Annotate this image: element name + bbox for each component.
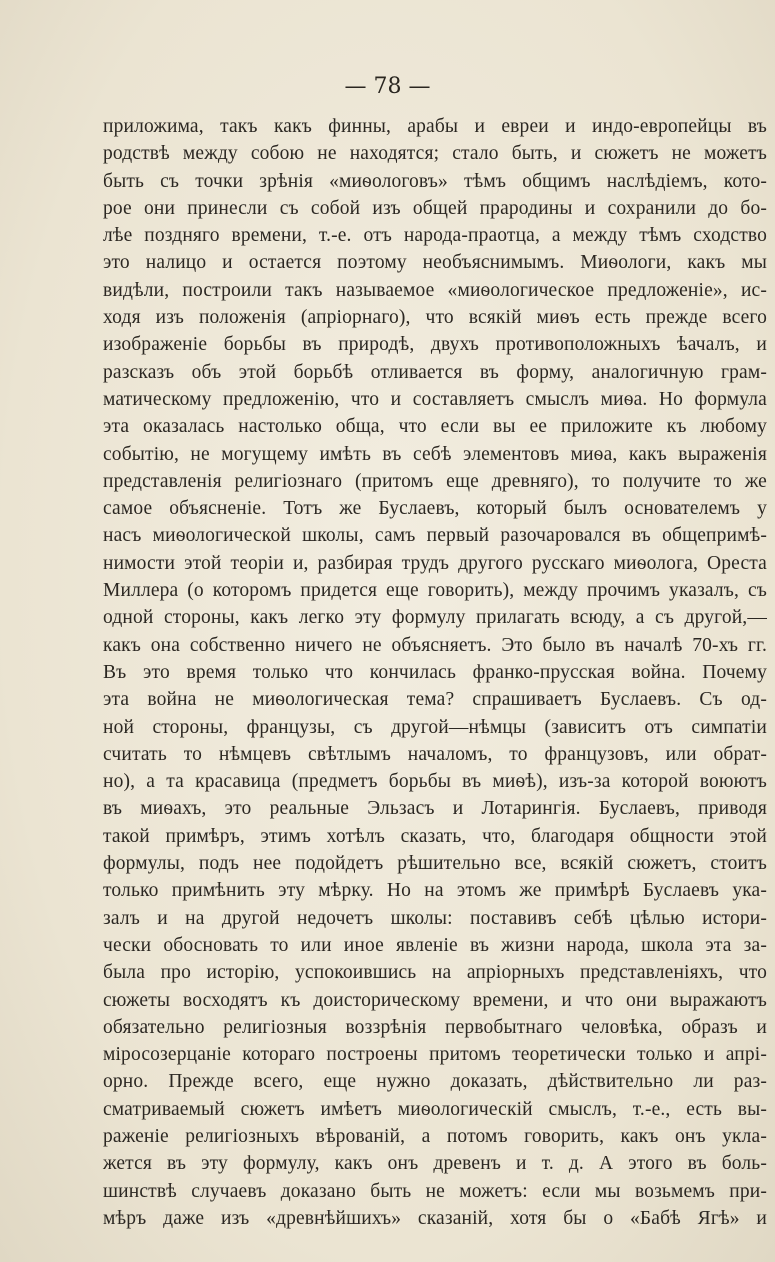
text-line: Миллера (о которомъ придется еще говорить), между прочимъ указалъ, съ	[103, 580, 767, 602]
text-line: мѣръ даже изъ «древнѣйшихъ» сказаній, хотя бы о «Бабѣ Ягѣ» и	[103, 1207, 767, 1229]
text-line: такой примѣръ, этимъ хотѣлъ сказать, что, благодаря общности этой	[103, 825, 767, 847]
text-line: сматриваемый сюжетъ имѣетъ миѳологическій смыслъ, т.-е., есть вы-	[103, 1098, 767, 1120]
text-line: разсказъ объ этой борьбѣ отливается въ форму, аналогичную грам-	[103, 361, 767, 383]
text-line: лѣе поздняго времени, т.-е. отъ народа-праотца, а между тѣмъ сходство	[103, 225, 767, 247]
text-line: представленія религіознаго (притомъ еще древняго), то получите то же	[103, 470, 767, 492]
text-line: ходя изъ положенія (апріорнаго), что всякій миѳъ есть прежде всего	[103, 307, 767, 329]
text-line: ной стороны, французы, съ другой—нѣмцы (зависитъ отъ симпатіи	[103, 716, 767, 738]
text-line: приложима, такъ какъ финны, арабы и евреи и индо-европейцы въ	[103, 116, 767, 137]
text-line: какъ она собственно ничего не объясняетъ. Это было въ началѣ 70-хъ гг.	[103, 634, 767, 656]
text-line: жется въ эту формулу, какъ онъ древенъ и т. д. А этого въ боль-	[103, 1153, 767, 1175]
text-line: только примѣнить эту мѣрку. Но на этомъ же примѣрѣ Буслаевъ ука-	[103, 880, 767, 902]
text-line: считать то нѣмцевъ свѣтлымъ началомъ, то французовъ, или обрат-	[103, 743, 767, 765]
text-line: сюжеты восходятъ къ доисторическому времени, и что они выражаютъ	[103, 989, 767, 1011]
text-line: это налицо и остается поэтому необъяснимымъ. Миѳологи, какъ мы	[103, 252, 767, 274]
text-line: формулы, подъ нее подойдетъ рѣшительно все, всякій сюжетъ, стоитъ	[103, 853, 767, 875]
text-line: обязательно религіозныя воззрѣнія первобытнаго человѣка, образъ и	[103, 1016, 767, 1038]
text-line: міросозерцаніе котораго построены притомъ теоретически только и апрі-	[103, 1044, 767, 1066]
text-line: но), а та красавица (предметъ борьбы въ миѳѣ), изъ-за которой воюютъ	[103, 771, 767, 793]
text-line: матическому предложенію, что и составляетъ смыслъ миѳа. Но формула	[103, 388, 767, 410]
text-line: изображеніе борьбы въ природѣ, двухъ противоположныхъ ѣачалъ, и	[103, 334, 767, 356]
text-line: въ миѳахъ, это реальные Эльзасъ и Лотарингія. Буслаевъ, приводя	[103, 798, 767, 820]
text-line: насъ миѳологической школы, самъ первый разочаровался въ общепримѣ-	[103, 525, 767, 547]
text-line: чески обосновать то или иное явленіе въ жизни народа, школа эта за-	[103, 934, 767, 956]
text-line: залъ и на другой недочетъ школы: поставивъ себѣ цѣлью истори-	[103, 907, 767, 929]
text-line: Въ это время только что кончилась франко-прусская война. Почему	[103, 661, 767, 683]
text-line: нимости этой теоріи и, разбирая трудъ другого русскаго миѳолога, Ореста	[103, 552, 767, 574]
text-line: одной стороны, какъ легко эту формулу прилагать всюду, а съ другой,—	[103, 607, 767, 629]
page-number: — 78 —	[344, 74, 431, 99]
text-line: раженіе религіозныхъ вѣрованій, а потомъ говорить, какъ онъ укла-	[103, 1125, 767, 1147]
body-text	[103, 113, 767, 1232]
text-line: была про исторію, успокоившись на апріорныхъ представленіяхъ, что	[103, 962, 767, 984]
text-line: шинствѣ случаевъ доказано быть не можетъ: если мы возьмемъ при-	[103, 1180, 767, 1202]
text-line: самое объясненіе. Тотъ же Буслаевъ, который былъ основателемъ у	[103, 498, 767, 520]
text-line: видѣли, построили такъ называемое «миѳологическое предложеніе», ис-	[103, 279, 767, 301]
text-line: быть съ точки зрѣнія «миѳологовъ» тѣмъ общимъ наслѣдіемъ, кото-	[103, 170, 767, 192]
text-line: рое они принесли съ собой изъ общей прародины и сохранили до бо-	[103, 197, 767, 219]
text-line: орно. Прежде всего, еще нужно доказать, дѣйствительно ли раз-	[103, 1071, 767, 1093]
text-line: событію, не могущему имѣть въ себѣ элементовъ миѳа, какъ выраженія	[103, 443, 767, 465]
text-line: эта оказалась настолько обща, что если вы ее приложите къ любому	[103, 416, 767, 438]
text-line: родствѣ между собою не находятся; стало быть, и сюжетъ не можетъ	[103, 143, 767, 165]
text-line: эта война не миѳологическая тема? спрашиваетъ Буслаевъ. Съ од-	[103, 689, 767, 711]
